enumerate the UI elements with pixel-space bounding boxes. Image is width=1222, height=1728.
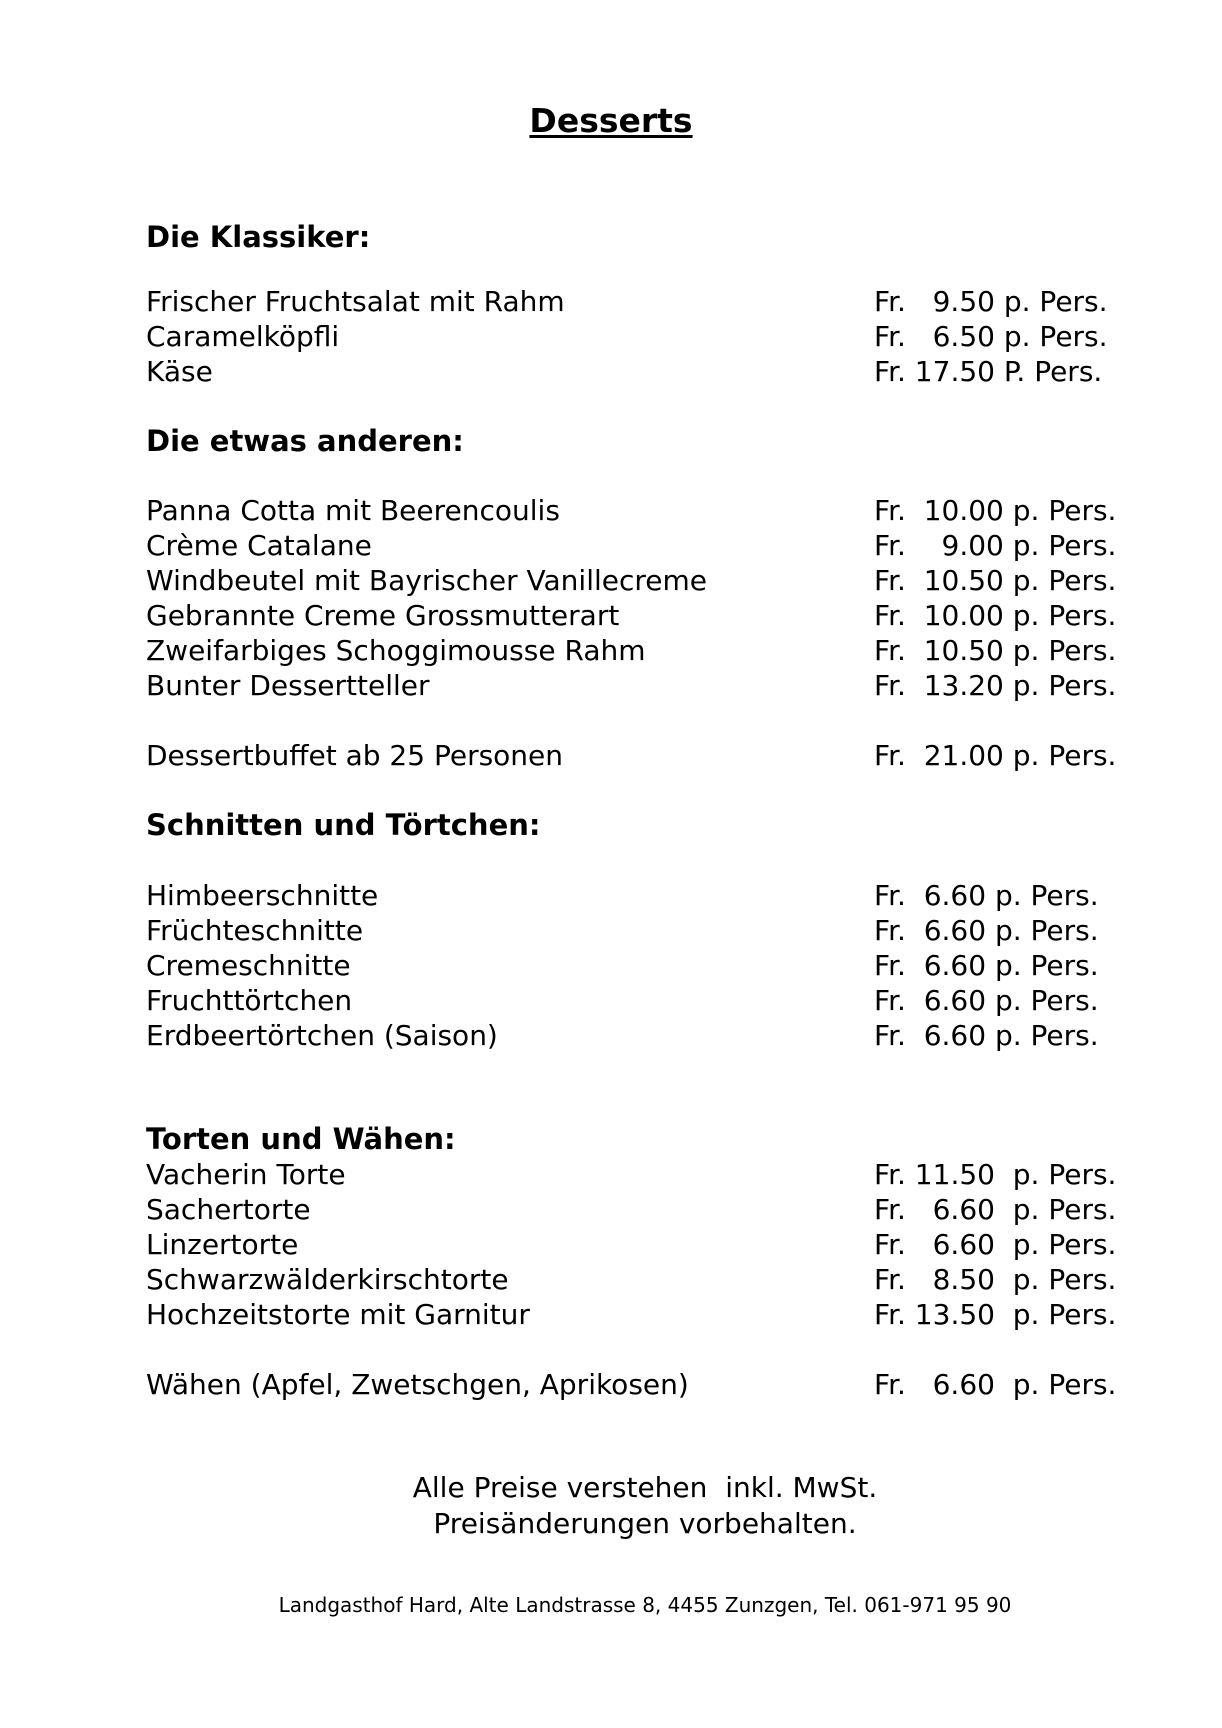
menu-item bbox=[146, 1157, 1117, 1192]
menu-item bbox=[146, 1192, 1117, 1227]
menu-item bbox=[146, 1018, 1106, 1053]
item-name: Vacherin Torte bbox=[146, 1158, 346, 1191]
item-price: Fr. 6.60 p. Pers. bbox=[874, 1193, 1117, 1226]
item-name: Hochzeitstorte mit Garnitur bbox=[146, 1298, 530, 1331]
item-price: Fr. 10.50 p. Pers. bbox=[874, 564, 1117, 597]
item-price: Fr. 10.00 p. Pers. bbox=[874, 494, 1117, 527]
menu-item bbox=[146, 598, 1117, 633]
item-name: Gebrannte Creme Grossmutterart bbox=[146, 599, 620, 632]
item-price: Fr. 6.60 p. Pers. bbox=[874, 1228, 1117, 1261]
menu-item bbox=[146, 493, 1117, 528]
menu-item bbox=[146, 1227, 1117, 1262]
page-title: Desserts bbox=[529, 101, 693, 140]
menu-item bbox=[146, 1297, 1117, 1332]
item-name: Fruchttörtchen bbox=[146, 984, 353, 1017]
footer-address: Landgasthof Hard, Alte Landstrasse 8, 4455 Zunzgen, Tel. 061-971 95 90 bbox=[278, 1593, 1012, 1617]
section-heading-klassiker: Die Klassiker: bbox=[146, 220, 371, 254]
section-heading-torten: Torten und Wähen: bbox=[146, 1122, 456, 1156]
item-price: Fr. 13.20 p. Pers. bbox=[874, 669, 1117, 702]
menu-item bbox=[146, 1262, 1117, 1297]
item-price: Fr. 6.50 p. Pers. bbox=[874, 320, 1108, 353]
item-price: Fr. 6.60 p. Pers. bbox=[874, 984, 1099, 1017]
item-price: Fr. 9.50 p. Pers. bbox=[874, 285, 1108, 318]
menu-item bbox=[146, 284, 1106, 319]
item-name: Windbeutel mit Bayrischer Vanillecreme bbox=[146, 564, 707, 597]
price-note-changes: Preisänderungen vorbehalten. bbox=[433, 1507, 857, 1540]
item-name: Frischer Fruchtsalat mit Rahm bbox=[146, 285, 565, 318]
menu-item bbox=[146, 668, 1117, 703]
item-name: Panna Cotta mit Beerencoulis bbox=[146, 494, 560, 527]
item-name: Käse bbox=[146, 355, 213, 388]
item-price: Fr. 17.50 P. Pers. bbox=[874, 355, 1103, 388]
menu-item bbox=[146, 563, 1117, 598]
item-price: Fr. 6.60 p. Pers. bbox=[874, 879, 1099, 912]
item-price: Fr. 10.50 p. Pers. bbox=[874, 634, 1117, 667]
item-price: Fr. 6.60 p. Pers. bbox=[874, 1368, 1117, 1401]
price-note-vat: Alle Preise verstehen inkl. MwSt. bbox=[412, 1471, 878, 1504]
item-name: Cremeschnitte bbox=[146, 949, 351, 982]
menu-item bbox=[146, 633, 1117, 668]
menu-item bbox=[146, 983, 1106, 1018]
menu-item bbox=[146, 878, 1106, 913]
menu-item bbox=[146, 738, 1117, 773]
menu-item bbox=[146, 319, 1106, 354]
section-heading-schnitten: Schnitten und Törtchen: bbox=[146, 808, 541, 842]
item-price: Fr. 21.00 p. Pers. bbox=[874, 739, 1117, 772]
item-name: Linzertorte bbox=[146, 1228, 299, 1261]
section-heading-etwas-anderen: Die etwas anderen: bbox=[146, 424, 464, 458]
menu-item bbox=[146, 1367, 1117, 1402]
item-name: Sachertorte bbox=[146, 1193, 311, 1226]
item-name: Wähen (Apfel, Zwetschgen, Aprikosen) bbox=[146, 1368, 689, 1401]
item-price: Fr. 10.00 p. Pers. bbox=[874, 599, 1117, 632]
menu-item bbox=[146, 354, 1106, 389]
item-price: Fr. 9.00 p. Pers. bbox=[874, 529, 1117, 562]
item-price: Fr. 11.50 p. Pers. bbox=[874, 1158, 1117, 1191]
item-price: Fr. 6.60 p. Pers. bbox=[874, 1019, 1099, 1052]
item-name: Erdbeertörtchen (Saison) bbox=[146, 1019, 498, 1052]
item-name: Früchteschnitte bbox=[146, 914, 364, 947]
item-name: Caramelköpfli bbox=[146, 320, 340, 353]
item-price: Fr. 6.60 p. Pers. bbox=[874, 949, 1099, 982]
item-name: Crème Catalane bbox=[146, 529, 372, 562]
item-price: Fr. 6.60 p. Pers. bbox=[874, 914, 1099, 947]
item-name: Zweifarbiges Schoggimousse Rahm bbox=[146, 634, 646, 667]
item-name: Dessertbuffet ab 25 Personen bbox=[146, 739, 564, 772]
item-name: Schwarzwälderkirschtorte bbox=[146, 1263, 509, 1296]
item-price: Fr. 8.50 p. Pers. bbox=[874, 1263, 1117, 1296]
item-price: Fr. 13.50 p. Pers. bbox=[874, 1298, 1117, 1331]
menu-item bbox=[146, 913, 1106, 948]
menu-item bbox=[146, 528, 1117, 563]
item-name: Bunter Dessertteller bbox=[146, 669, 430, 702]
menu-item bbox=[146, 948, 1106, 983]
item-name: Himbeerschnitte bbox=[146, 879, 379, 912]
